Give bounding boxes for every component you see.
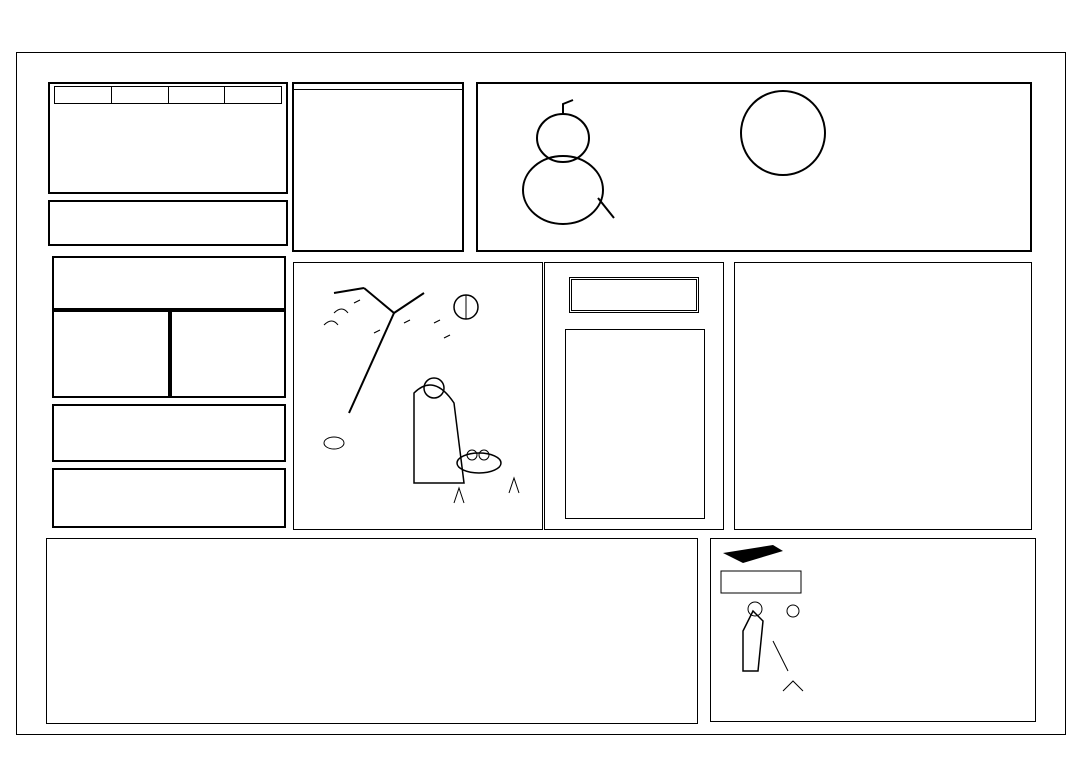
logo-seal [740,90,826,176]
stats-header [168,87,225,104]
ball-row-box [48,200,288,246]
stats-header [55,87,112,104]
brand-strip-right [1042,80,1060,720]
open-numbers-box [52,404,286,462]
brand-strip-left [20,80,36,720]
open-right-box [170,310,286,398]
treasure-title-frame [569,277,699,313]
stats-header [225,87,282,104]
explain-sketch [713,541,809,721]
stats-header-row [55,87,282,104]
draws-grid [237,539,697,723]
stats-header [111,87,168,104]
gourd-icon [518,98,618,238]
logo-box [476,82,1032,252]
gift-box [52,468,286,528]
draws-box [46,538,698,724]
open-left-box [52,310,170,398]
open-title-box [52,256,286,310]
fortune-box [292,82,464,252]
treasure-scroll [565,329,705,519]
stats-table-box [48,82,288,194]
fortune-special [294,89,462,90]
explain-box [710,538,1036,722]
treasure-box [544,262,724,530]
analysis-box [734,262,1032,530]
treasure-sketch [294,263,540,527]
sketch-box [293,262,543,530]
stats-table [54,86,282,104]
brand-strip-top [38,58,1048,74]
analysis-columns [739,311,1027,511]
